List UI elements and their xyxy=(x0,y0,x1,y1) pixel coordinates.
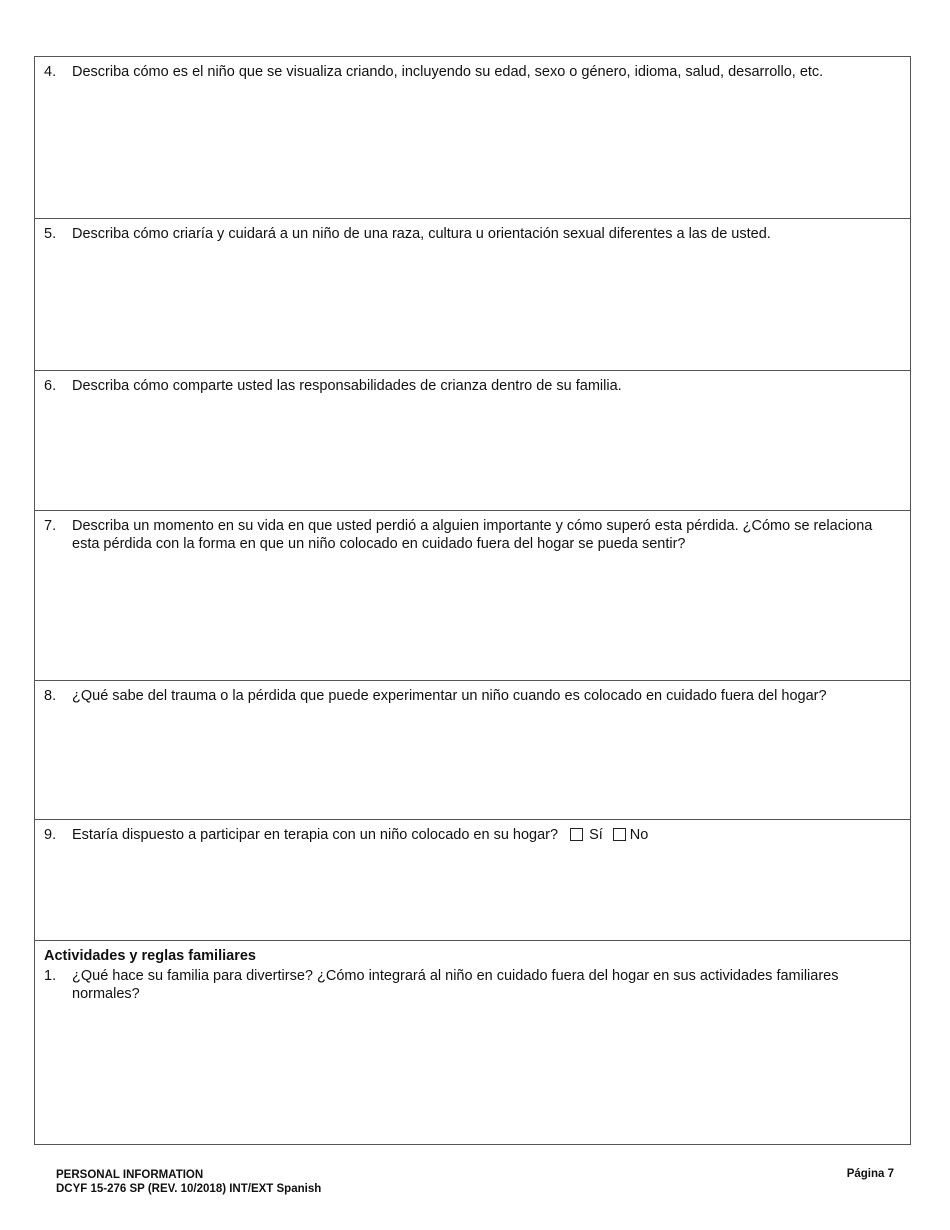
section-family-activities[interactable] xyxy=(35,941,910,1146)
yes-checkbox[interactable] xyxy=(570,828,583,841)
question-number: 4. xyxy=(44,64,57,80)
footer-line-2: DCYF 15-276 SP (REV. 10/2018) INT/EXT Spanish xyxy=(56,1183,322,1195)
question-row-6[interactable] xyxy=(35,371,910,511)
section-title: Actividades y reglas familiares xyxy=(44,948,256,964)
question-number: 6. xyxy=(44,378,57,394)
question-number: 1. xyxy=(44,968,57,984)
form-footer xyxy=(56,1168,321,1196)
question-text: ¿Qué hace su familia para divertirse? ¿Cómo integrará al niño en cuidado fuera del hogar en sus actividades familiares normales? xyxy=(72,968,839,1002)
question-text: Describa cómo criaría y cuidará a un niño de una raza, cultura u orientación sexual diferentes a las de usted. xyxy=(72,226,771,242)
question-number: 9. xyxy=(44,827,57,843)
questionnaire-form xyxy=(34,56,911,1145)
question-text: ¿Qué sabe del trauma o la pérdida que puede experimentar un niño cuando es colocado en cuidado fuera del hogar? xyxy=(72,688,827,704)
question-row-5[interactable] xyxy=(35,219,910,371)
yes-option-label: Sí xyxy=(589,827,603,843)
page-number: Página 7 xyxy=(846,1168,894,1180)
question-text: Describa cómo comparte usted las responsabilidades de crianza dentro de su familia. xyxy=(72,378,622,394)
question-row-7[interactable] xyxy=(35,511,910,681)
question-number: 5. xyxy=(44,226,57,242)
question-number: 8. xyxy=(44,688,57,704)
question-text-label: Estaría dispuesto a participar en terapia con un niño colocado en su hogar? xyxy=(72,827,559,843)
question-text: Describa un momento en su vida en que usted perdió a alguien importante y cómo superó esta pérdida. ¿Cómo se relaciona esta pérdida con la forma en que un niño colocado en cuidado fuera del hogar se pueda sentir? xyxy=(72,518,873,552)
question-row-9[interactable] xyxy=(35,820,910,941)
question-row-4[interactable] xyxy=(35,57,910,219)
no-option-label: No xyxy=(629,827,649,843)
question-text: Describa cómo es el niño que se visualiza criando, incluyendo su edad, sexo o género, idioma, salud, desarrollo, etc. xyxy=(72,64,824,80)
no-checkbox[interactable] xyxy=(613,828,626,841)
footer-line-1: PERSONAL INFORMATION xyxy=(56,1169,204,1181)
question-text xyxy=(72,826,892,844)
question-row-8[interactable] xyxy=(35,681,910,820)
question-number: 7. xyxy=(44,518,57,534)
